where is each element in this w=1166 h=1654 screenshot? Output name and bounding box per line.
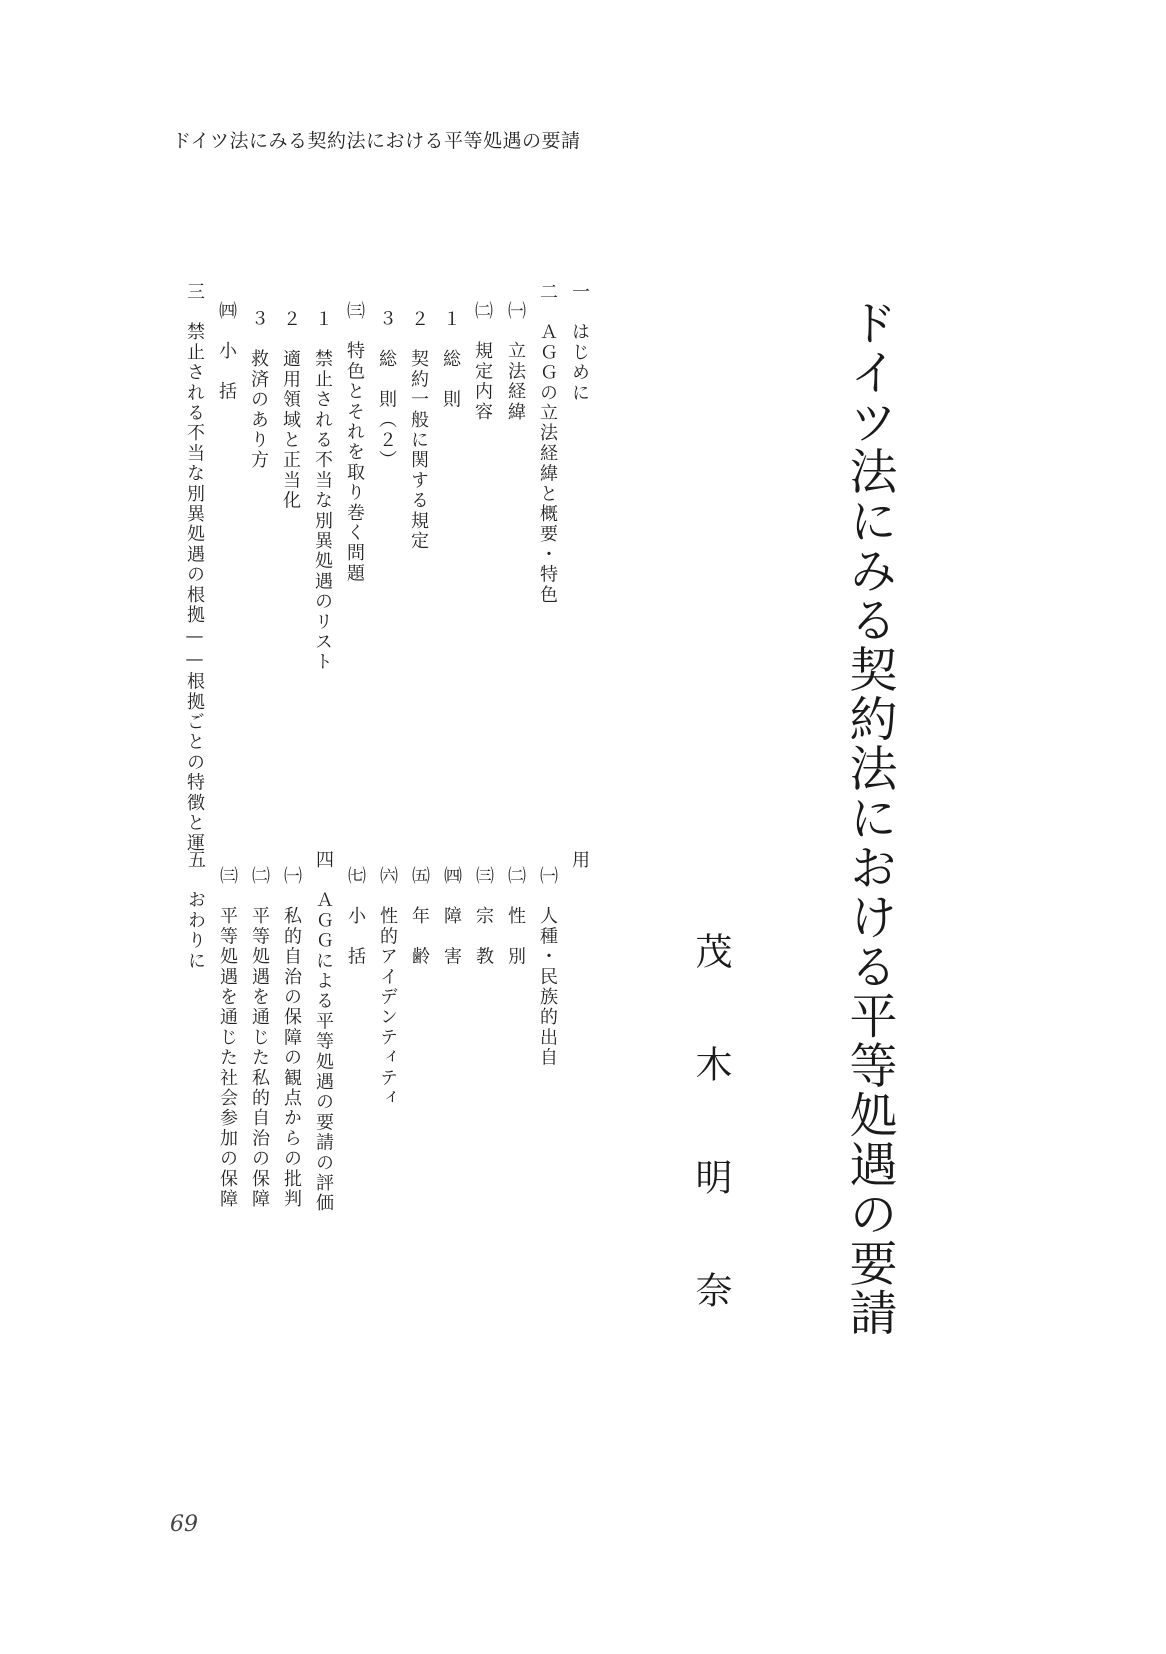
article-title: ドイツ法にみる契約法における平等処遇の要請	[841, 298, 897, 1338]
toc-item: ㈢ 宗 教	[473, 866, 494, 967]
toc-item: ㈢ 平等処遇を通じた社会参加の保障	[217, 866, 238, 1210]
toc-item: 五 おわりに	[185, 850, 206, 972]
toc-item: ㈠ 立法経緯	[505, 301, 526, 423]
toc-item: ２ 適用領域と正当化	[280, 309, 301, 511]
toc-item: 四 ＡＧＧによる平等処遇の要請の評価	[313, 850, 334, 1214]
toc-item: ㈡ 規定内容	[472, 301, 493, 423]
toc-item: 三 禁止される不当な別異処遇の根拠——根拠ごとの特徴と運	[184, 282, 205, 854]
page-number: 69	[170, 1512, 198, 1537]
toc-item: 用	[569, 850, 590, 871]
toc-item: ㈡ 平等処遇を通じた私的自治の保障	[249, 866, 270, 1210]
author-name: 茂木明奈	[689, 932, 732, 1384]
toc-item: ㈠ 人種・民族的出自	[537, 866, 558, 1068]
toc-item: ㈦ 小 括	[345, 866, 366, 967]
toc-item: ㈤ 年 齢	[409, 866, 430, 967]
toc-item: ３ 総 則（２）	[376, 309, 397, 471]
toc-item: ㈠ 私的自治の保障の観点からの批判	[281, 866, 302, 1210]
running-header: ドイツ法にみる契約法における平等処遇の要請	[172, 130, 581, 152]
toc-item: ㈡ 性 別	[505, 866, 526, 967]
toc-item: ㈢ 特色とそれを取り巻く問題	[344, 301, 365, 584]
toc-item: ３ 救済のあり方	[248, 309, 269, 471]
toc-item: １ 総 則	[440, 309, 461, 410]
toc-item: １ 禁止される不当な別異処遇のリスト	[312, 309, 333, 673]
toc-item: 一 はじめに	[569, 282, 590, 404]
toc-item: ㈣ 障 害	[441, 866, 462, 967]
toc-item: ２ 契約一般に関する規定	[408, 309, 429, 552]
toc-item: 二 ＡＧＧの立法経緯と概要・特色	[537, 282, 558, 606]
toc-item: ㈣ 小 括	[216, 301, 237, 402]
toc-item: ㈥ 性的アイデンティティ	[377, 866, 398, 1109]
